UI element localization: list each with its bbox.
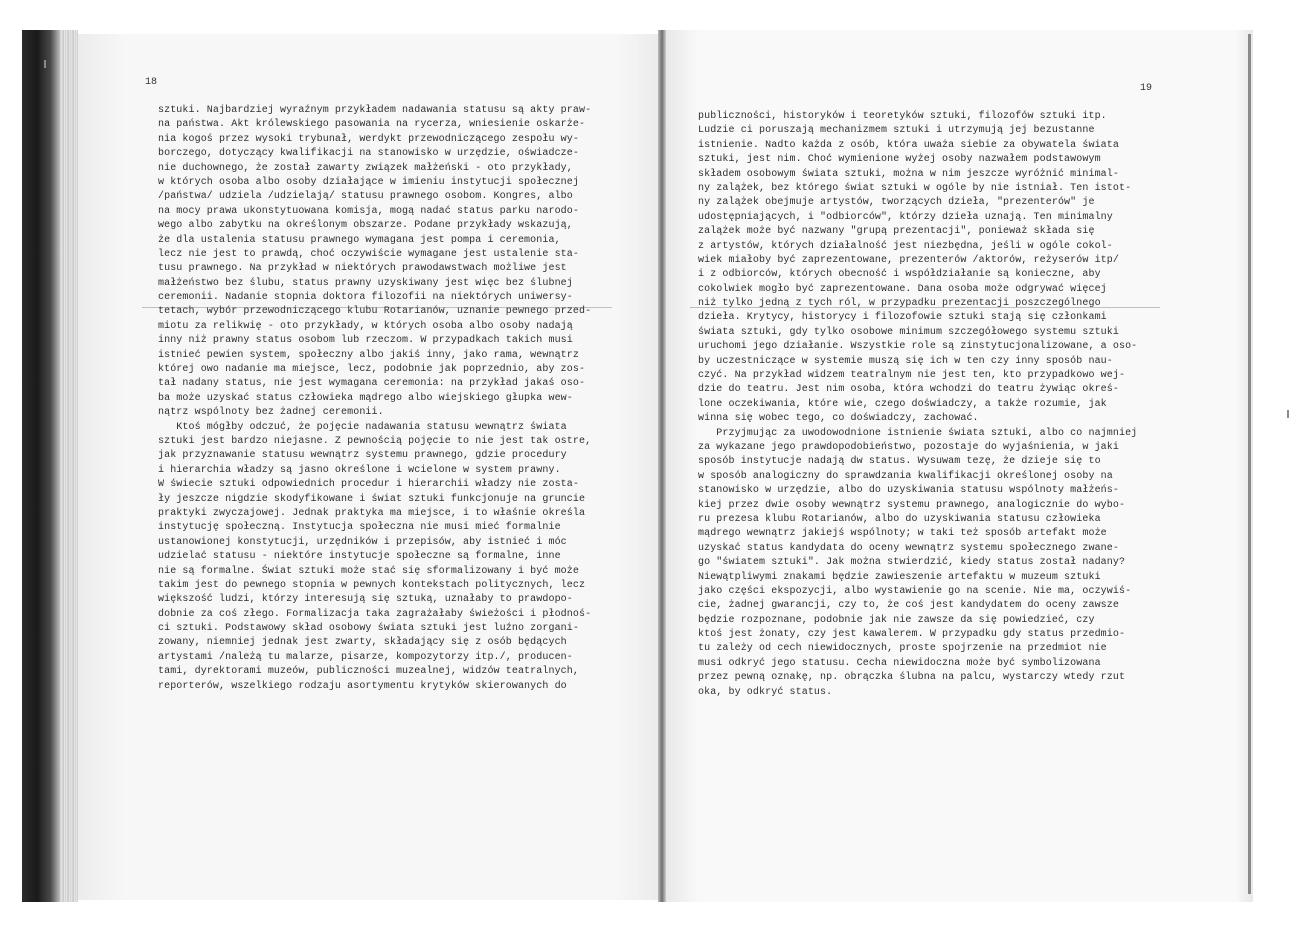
text-line: wego albo zabytku na określonym obszarze. Podane przykłady wskazują, xyxy=(158,220,573,232)
text-line: takim jest do pewnego stopnia w pewnych kontekstach politycznych, lecz xyxy=(158,579,586,591)
text-line: inny niż prawny status osobom lub rzeczom. W przypadkach takich musi xyxy=(158,335,573,347)
text-line: jak przyznawanie statusu wewnątrz systemu prawnego, gdzie procedury xyxy=(158,450,567,462)
text-line: tami, dyrektorami muzeów, publiczności muzealnej, widzów teatralnych, xyxy=(158,666,579,678)
text-line: w których osoba albo osoby działające w imieniu instytucji społecznej xyxy=(158,176,579,188)
text-line: borczego, dotyczący kwalifikacji na stanowisko w urzędzie, oświadcze- xyxy=(158,148,579,160)
text-line: ba może uzyskać status człowieka mądrego albo wiejskiego głupka wew- xyxy=(158,392,573,404)
text-line: zalążek może być nazwany "grupą prezentacji", ponieważ składa się xyxy=(698,226,1095,238)
text-line: musi odkryć jego statusu. Cecha niewidoczna może być symbolizowana xyxy=(698,657,1101,669)
text-line: artystami /należą tu malarze, pisarze, kompozytorzy itp./, producen- xyxy=(158,651,573,663)
text-line: której owo nadanie ma miejsce, lecz, podobnie jak poprzednio, aby zos- xyxy=(158,364,586,376)
text-line: w sposób analogiczny do sprawdzania kwalifikacji określonej osoby na xyxy=(698,470,1113,482)
text-line: sztuki, jest nim. Choć wymienione wyżej osoby nazwałem podstawowym xyxy=(698,154,1101,166)
text-line: uruchomi jego działanie. Wszystkie role są zinstytucjonalizowane, a oso- xyxy=(698,341,1138,353)
text-line: mądrego wewnątrz jakiejś wspólnoty; w taki też sposób artefakt może xyxy=(698,528,1107,540)
text-line: sztuki. Najbardziej wyraźnym przykładem nadawania statusu są akty praw- xyxy=(158,105,592,116)
text-line: istnieć pewien system, społeczny albo jakiś inny, jako rama, wewnątrz xyxy=(158,349,579,361)
page-stack-edge xyxy=(60,30,78,902)
text-line: W świecie sztuki odpowiednich procedur i hierarchii władzy nie zosta- xyxy=(158,479,579,491)
text-line: ny zalążek, bez którego świat sztuki w ogóle by nie istniał. Ten istot- xyxy=(698,182,1132,194)
text-line: z artystów, których działalność jest niezbędna, jeśli w ogóle cokol- xyxy=(698,240,1113,252)
text-line: kiej przez dwie osoby wewnątrz systemu prawnego, analogicznie do wybo- xyxy=(698,499,1126,511)
text-line: cokolwiek mogło być zaprezentowane. Dana osoba może odgrywać więcej xyxy=(698,283,1107,295)
text-line: Niewątpliwymi znakami będzie zawieszenie artefaktu w muzeum sztuki xyxy=(698,571,1101,583)
text-line: /państwa/ udziela /udzielają/ statusu prawnego osobom. Kongres, albo xyxy=(158,191,573,203)
text-line: cie, żadnej gwarancji, czy to, że coś jest kandydatem do oceny zawsze xyxy=(698,600,1119,612)
scan-mark xyxy=(1287,410,1289,418)
text-line: składem osobowym świata sztuki, można w nim jeszcze wyróżnić minimal- xyxy=(698,168,1119,180)
text-line: dobnie za coś złego. Formalizacja taka zagrażałaby świeżości i płodnoś- xyxy=(158,608,592,620)
text-line: ceremonii. Nadanie stopnia doktora filozofii na niektórych uniwersy- xyxy=(158,292,573,304)
text-line: tetach, wybór przewodniczącego klubu Rotarianów, uznanie pewnego przed- xyxy=(158,306,592,318)
text-line: na państwa. Akt królewskiego pasowania na rycerza, wniesienie oskarże- xyxy=(158,119,586,131)
text-line: praktyki zwyczajowej. Jednak praktyka ma miejsce, i to właśnie określa xyxy=(158,507,586,519)
text-line: dzieła. Krytycy, historycy i filozofowie sztuki stają się członkami xyxy=(698,312,1107,324)
text-line: ci sztuki. Podstawowy skład osobowy świata sztuki jest luźno zorgani- xyxy=(158,623,579,635)
text-line: publiczności, historyków i teoretyków sztuki, filozofów sztuki itp. xyxy=(698,111,1107,122)
text-line: Ktoś mógłby odczuć, że pojęcie nadawania statusu wewnątrz świata xyxy=(158,421,567,433)
text-line: przez pewną oznakę, np. obrączka ślubna na palcu, wystarczy wtedy rzut xyxy=(698,672,1126,684)
text-line: ły jeszcze nigdzie skodyfikowane i świat sztuki funkcjonuje na gruncie xyxy=(158,493,586,505)
text-line: nie są formalne. Świat sztuki może stać się sformalizowany i być może xyxy=(158,565,579,577)
text-line: sztuki jest bardzo niejasne. Z pewnością pojęcie to nie jest tak ostre, xyxy=(158,435,592,447)
text-line: stanowisko w urzędzie, albo do uzyskiwania statusu wspólnoty małżeńs- xyxy=(698,485,1119,497)
text-line: lone oczekiwania, które wie, czego doświadczy, a także rozumie, jak xyxy=(698,398,1107,410)
text-line: większość ludzi, którzy interesują się sztuką, uznałaby to prawdopo- xyxy=(158,594,573,606)
text-line: i z odbiorców, których obecność i współdziałanie są konieczne, aby xyxy=(698,269,1101,281)
text-line: wiek miałoby być zaprezentowane, prezenterów /aktorów, reżyserów itp/ xyxy=(698,254,1119,266)
text-line: ny zalążek obejmuje artystów, tworzących dzieła, "prezenterów" je xyxy=(698,197,1095,209)
text-line: na mocy prawa ukonstytuowana komisja, mogą nadać status parku narodo- xyxy=(158,205,579,217)
text-line: nątrz wspólnoty bez żadnej ceremonii. xyxy=(158,407,384,419)
text-line: tu zależy od cech niewidocznych, proste spojrzenie na przedmiot nie xyxy=(698,643,1107,655)
text-line: go "światem sztuki". Jak można stwierdzić, kiedy status został nadany? xyxy=(698,557,1126,569)
text-line: winna się wobec tego, co doświadczy, zachować. xyxy=(698,413,979,425)
book-gutter xyxy=(658,30,666,902)
text-line: Przyjmując za uwodowodnione istnienie świata sztuki, albo co najmniej xyxy=(698,427,1138,439)
text-line: jako części ekspozycji, albo wystawienie go na scenie. Nie ma, oczywiś- xyxy=(698,585,1132,597)
text-line: lecz nie jest to prawdą, choć oczywiście wymagane jest ustalenie sta- xyxy=(158,248,579,260)
book-edge-shadow xyxy=(22,30,60,902)
text-line: udostępniających, i "odbiorców", którzy dzieła uznają. Ten minimalny xyxy=(698,211,1113,223)
right-page-text xyxy=(698,110,1137,700)
text-line: czyć. Na przykład widzem teatralnym nie jest ten, kto przypadkowo wej- xyxy=(698,370,1126,382)
text-line: istnienie. Nadto każda z osób, która uważa siebie za obywatela świata xyxy=(698,139,1119,151)
text-line: tusu prawnego. Na przykład w niektórych prawodawstwach możliwe jest xyxy=(158,263,567,275)
scan-mark xyxy=(44,60,46,68)
text-line: za wykazane jego prawdopodobieństwo, pozostaje do wyjaśnienia, w jaki xyxy=(698,441,1119,453)
left-page-text xyxy=(158,104,591,694)
text-line: małżeństwo bez ślubu, status prawny uzyskiwany jest więc bez ślubnej xyxy=(158,277,573,289)
text-line: oka, by odkryć status. xyxy=(698,686,833,698)
left-page-number: 18 xyxy=(145,77,158,88)
text-line: nia kogoś przez wysoki trybunał, werdykt przewodniczącego zespołu wy- xyxy=(158,133,579,145)
text-line: i hierarchia władzy są jasno określone i wcielone w system prawny. xyxy=(158,464,561,476)
text-line: miotu za relikwię - oto przykłady, w których osoba albo osoby nadają xyxy=(158,320,573,332)
text-line: by uczestniczące w systemie muszą się ich w ten czy inny sposób nau- xyxy=(698,355,1113,367)
text-line: nie duchownego, że został zawarty związek małżeński - oto przykłady, xyxy=(158,162,573,174)
text-line: instytucję społeczną. Instytucja społeczna nie musi mieć formalnie xyxy=(158,522,561,534)
text-line: ustanowionej konstytucji, urzędników i przepisów, aby istnieć i móc xyxy=(158,536,567,548)
text-line: udzielać statusu - niektóre instytucje społeczne są formalne, inne xyxy=(158,551,561,563)
text-line: niż tylko jedną z tych ról, w przypadku prezentacji poszczególnego xyxy=(698,298,1101,310)
text-line: ru prezesa klubu Rotarianów, albo do uzyskiwania statusu człowieka xyxy=(698,513,1101,525)
text-line: ktoś jest żonaty, czy jest kawalerem. W przypadku gdy status przedmio- xyxy=(698,629,1126,641)
text-line: tał nadany status, nie jest wymagana ceremonia: na przykład jakaś oso- xyxy=(158,378,586,390)
text-line: sposób instytucje nadają dw status. Wysuwam tezę, że dzieje się to xyxy=(698,456,1101,468)
text-line: uzyskać status kandydata do oceny wewnątrz systemu społecznego zwane- xyxy=(698,542,1119,554)
text-line: świata sztuki, gdy tylko osobowe minimum szczegółowego systemu sztuki xyxy=(698,326,1119,338)
text-line: zowany, niemniej jednak jest zwarty, składający się z osób będących xyxy=(158,637,567,649)
text-line: reporterów, wszelkiego rodzaju asortymentu krytyków skierowanych do xyxy=(158,680,567,692)
right-page-number: 19 xyxy=(1140,83,1153,94)
right-page-edge xyxy=(1248,34,1251,894)
text-line: że dla ustalenia statusu prawnego wymagana jest pompa i ceremonia, xyxy=(158,234,561,246)
text-line: dzie do teatru. Jest nim osoba, która wchodzi do teatru żywiąc okreś- xyxy=(698,384,1119,396)
text-line: będzie rozpoznane, podobnie jak nie zawsze da się powiedzieć, czy xyxy=(698,614,1095,626)
text-line: Ludzie ci poruszają mechanizmem sztuki i utrzymują jej bezustanne xyxy=(698,125,1095,137)
